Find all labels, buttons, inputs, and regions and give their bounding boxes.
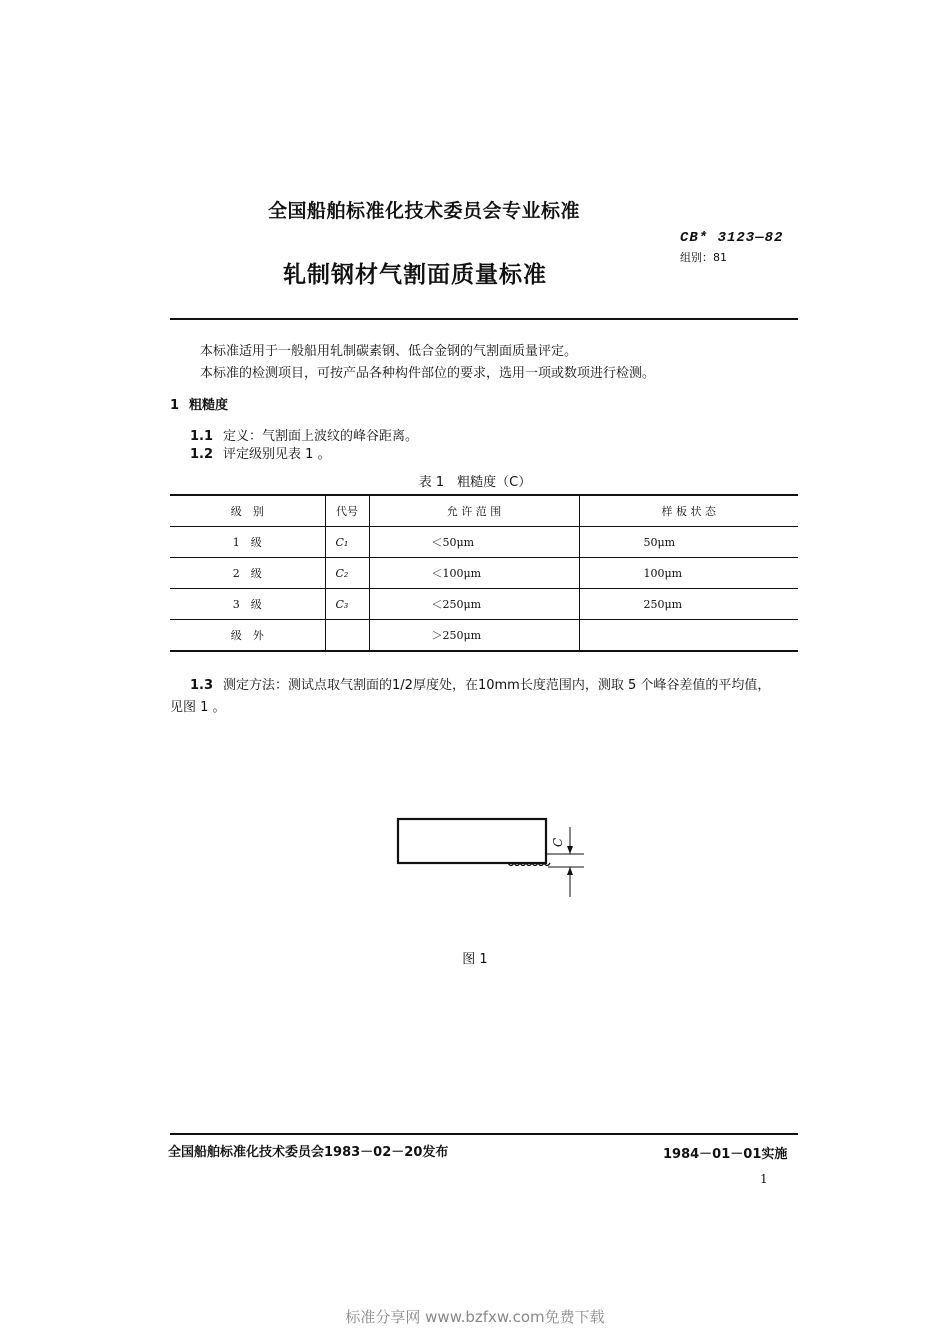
clause-1-3 — [190, 674, 770, 693]
clause-1-2 — [190, 443, 331, 462]
table-row — [170, 527, 798, 558]
footer-rule — [170, 1133, 798, 1135]
clause-number: 1.1 — [190, 429, 214, 444]
cell-grade: 2 级 — [232, 567, 262, 580]
cell-grade: 级 外 — [230, 629, 264, 642]
dimension-label-c: C — [551, 837, 565, 847]
cell-sample: 50μm — [579, 527, 798, 558]
figure-1-diagram — [380, 805, 610, 905]
group-number: 组别：81 — [680, 251, 727, 264]
cell-code: C₂ — [325, 558, 369, 589]
cell-range: ＜100μm — [369, 558, 579, 589]
section-title: 粗糙度 — [189, 398, 229, 413]
clause-number: 1.2 — [190, 447, 214, 462]
issuing-committee-header: 全国船舶标准化技术委员会专业标准 — [268, 200, 581, 222]
cell-grade: 3 级 — [232, 598, 262, 611]
cell-range: ＜250μm — [369, 589, 579, 620]
document-title: 轧制钢材气割面质量标准 — [283, 262, 547, 288]
clause-1-3-continued: 见图 1 。 — [170, 700, 226, 715]
cell-range: ＜50μm — [369, 527, 579, 558]
dimension-arrow-down — [567, 846, 573, 854]
intro-paragraph-2: 本标准的检测项目，可按产品各种构件部位的要求，选用一项或数项进行检测。 — [200, 366, 656, 381]
issue-statement: 全国船舶标准化技术委员会1983－02－20发布 — [168, 1145, 449, 1160]
header-grade: 级 别 — [230, 505, 264, 518]
plate-outline — [398, 819, 546, 863]
site-watermark: 标准分享网 www.bzfxw.com免费下载 — [345, 1308, 605, 1326]
header-range: 允 许 范 围 — [369, 495, 579, 527]
cell-sample: 100μm — [579, 558, 798, 589]
cell-code: C₁ — [325, 527, 369, 558]
table-1-caption: 表 1 粗糙度（C） — [418, 475, 532, 490]
table-row — [170, 620, 798, 652]
table-header-row — [170, 495, 798, 527]
clause-text: 定义：气割面上波纹的峰谷距离。 — [223, 429, 419, 444]
clause-text: 评定级别见表 1 。 — [223, 447, 331, 462]
page-number: 1 — [760, 1172, 768, 1186]
section-1-heading — [170, 394, 228, 413]
roughness-table — [170, 494, 798, 652]
cell-range: ＞250μm — [369, 620, 579, 652]
standard-code: CB* 3123—82 — [680, 230, 784, 246]
header-sample: 样 板 状 态 — [579, 495, 798, 527]
clause-1-1 — [190, 425, 418, 444]
cell-code — [325, 620, 369, 652]
dimension-arrow-up — [567, 867, 573, 875]
clause-text: 测定方法：测试点取气割面的1/2厚度处，在10mm长度范围内，测取 5 个峰谷差值的平均值， — [223, 678, 771, 693]
figure-1-caption: 图 1 — [462, 952, 488, 967]
header-code: 代号 — [325, 495, 369, 527]
cell-code: C₃ — [325, 589, 369, 620]
clause-number: 1.3 — [190, 678, 214, 693]
header-rule — [170, 318, 798, 320]
table-row — [170, 589, 798, 620]
intro-paragraph-1: 本标准适用于一般船用轧制碳素钢、低合金钢的气割面质量评定。 — [200, 344, 578, 359]
cell-grade: 1 级 — [232, 536, 262, 549]
cell-sample: 250μm — [579, 589, 798, 620]
table-row — [170, 558, 798, 589]
effective-date: 1984－01－01实施 — [663, 1147, 788, 1162]
cell-sample — [579, 620, 798, 652]
section-number: 1 — [170, 398, 180, 413]
